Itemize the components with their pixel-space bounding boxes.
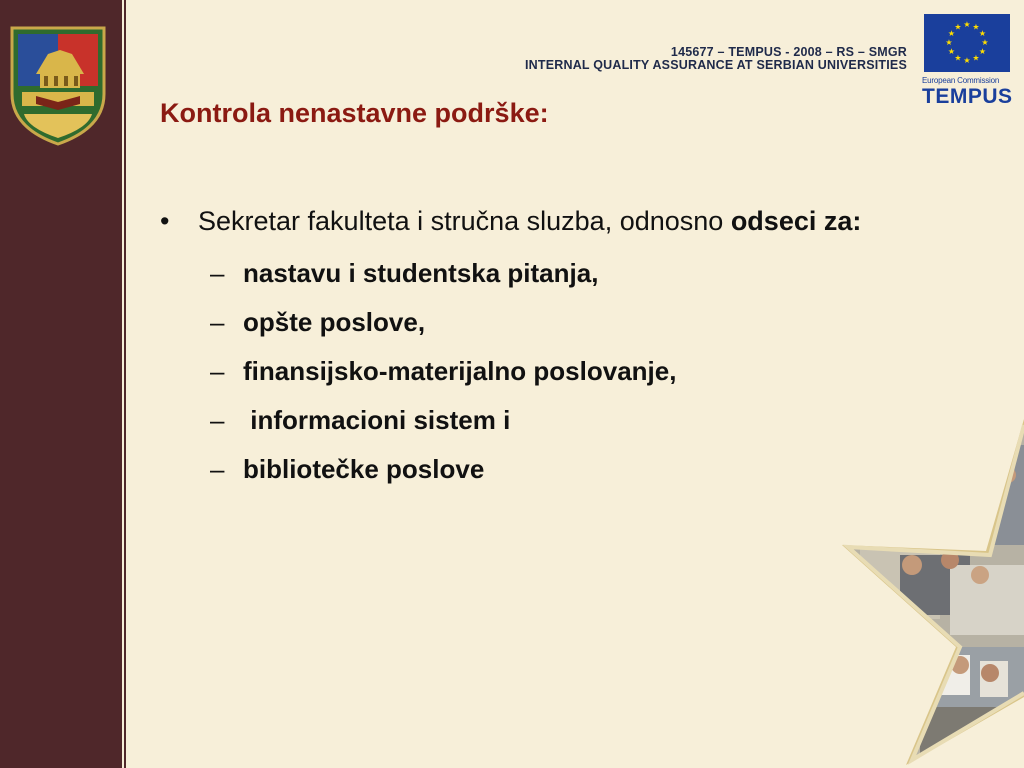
dash-symbol: – [210,356,225,386]
svg-text:★: ★ [963,56,971,65]
svg-text:★: ★ [947,47,956,56]
project-header [525,46,907,72]
svg-text:★: ★ [945,38,953,47]
european-commission-label: European Commission [922,76,1000,85]
list-item-text: opšte poslove, [243,307,426,337]
list-item [210,256,676,305]
slide-title: Kontrola nenastavne podrške: [160,98,549,128]
project-code-line: 145677 – TEMPUS - 2008 – RS – SMGR [670,45,907,59]
main-bullet [160,206,861,237]
svg-text:★: ★ [954,53,962,63]
project-subtitle-line: INTERNAL QUALITY ASSURANCE AT SERBIAN UNIVERSITIES [524,58,907,72]
list-item-text: informacioni sistem i [243,405,511,435]
list-item-text: nastavu i studentska pitanja, [243,258,599,288]
main-bullet-text: Sekretar fakulteta i stručna sluzba, odnosno [198,206,731,236]
list-item-text: finansijsko-materijalno poslovanje, [243,356,677,386]
list-item [210,403,676,452]
list-item [210,305,676,354]
svg-text:★: ★ [954,22,962,32]
svg-text:★: ★ [978,29,987,38]
dash-symbol: – [210,405,225,435]
svg-text:★: ★ [981,38,989,47]
dash-symbol: – [210,454,225,484]
bullet-symbol: • [160,206,170,236]
sub-bullet-list [210,256,676,501]
tempus-wordmark: TEMPUS [922,85,1013,108]
dash-symbol: – [210,307,225,337]
list-item [210,452,676,501]
star-photo-collage-decoration [840,415,1024,768]
svg-text:★: ★ [947,29,956,38]
list-item-text: bibliotečke poslove [243,454,485,484]
sidebar-divider-line [124,0,126,768]
eu-flag-icon [924,14,1010,72]
dash-symbol: – [210,258,225,288]
main-bullet-emphasis: odseci za: [730,206,862,236]
tempus-logo [922,14,1012,110]
svg-text:★: ★ [972,53,980,63]
list-item [210,354,676,403]
svg-text:★: ★ [978,47,987,56]
left-sidebar [0,0,122,768]
university-crest-logo [8,24,108,148]
svg-text:★: ★ [972,22,980,32]
svg-text:★: ★ [963,20,971,29]
